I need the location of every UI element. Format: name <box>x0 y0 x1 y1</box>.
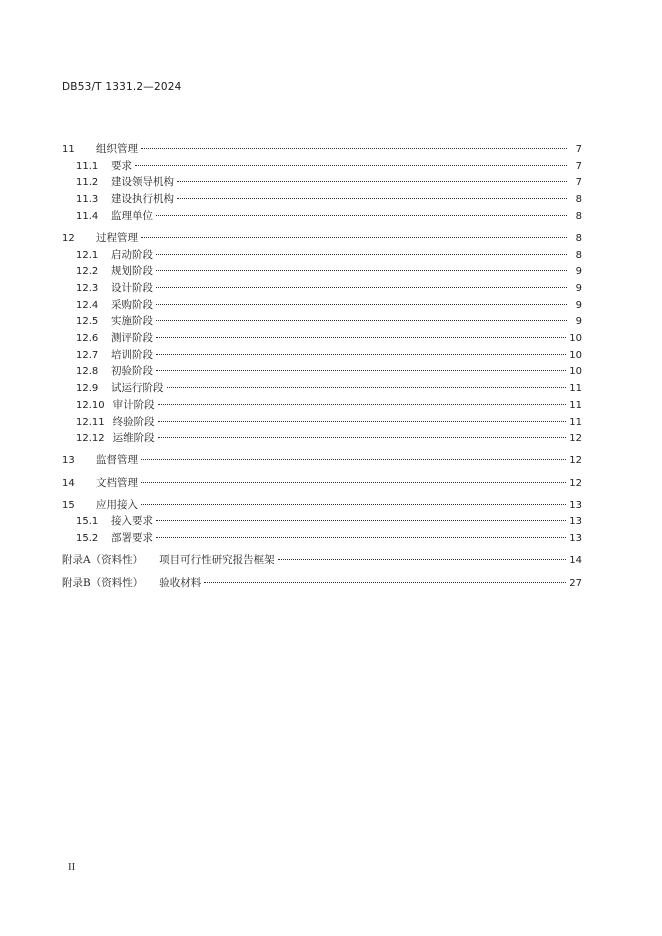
toc-entry-title: 培训阶段 <box>111 348 153 361</box>
toc-entry-page: 12 <box>569 433 582 445</box>
toc-entry-page: 14 <box>569 555 582 567</box>
toc-dot-leader <box>156 215 567 216</box>
toc-entry[interactable] <box>62 397 582 414</box>
toc-entry-title: 启动阶段 <box>111 248 153 261</box>
toc-entry-page: 12 <box>569 455 582 467</box>
toc-entry-title: 接入要求 <box>111 515 153 528</box>
toc-entry-number: 12.8 <box>76 366 99 378</box>
toc-dot-leader <box>156 270 567 271</box>
toc-dot-leader <box>156 320 567 321</box>
toc-entry-title: 实施阶段 <box>111 315 153 328</box>
toc-dot-leader <box>135 165 567 166</box>
toc-entry-page: 9 <box>575 283 582 294</box>
toc-entry-page: 11 <box>569 399 582 411</box>
toc-entry-page: 9 <box>575 299 582 311</box>
toc-dot-leader <box>156 520 566 521</box>
toc-entry-title: 规划阶段 <box>111 265 153 278</box>
toc-entry-title: 初验阶段 <box>111 365 153 378</box>
toc-entry[interactable] <box>62 380 582 397</box>
toc-entry[interactable] <box>62 158 582 175</box>
toc-dot-leader <box>156 287 567 288</box>
toc-dot-leader <box>158 421 567 422</box>
toc-dot-leader <box>141 504 566 505</box>
toc-entry[interactable] <box>62 497 582 514</box>
toc-entry-page: 13 <box>569 499 582 511</box>
document-standard-code: DB53/T 1331.2—2024 <box>62 81 182 93</box>
toc-entry-title: 审计阶段 <box>112 398 155 411</box>
toc-dot-leader <box>141 237 567 238</box>
toc-dot-leader <box>158 404 567 405</box>
toc-entry-number: 11.1 <box>76 160 99 172</box>
toc-entry-title: 运维阶段 <box>112 432 155 445</box>
toc-dot-leader <box>167 387 567 388</box>
toc-entry-title: 建设执行机构 <box>111 193 174 206</box>
toc-dot-leader <box>156 254 567 255</box>
toc-entry-number: 15 <box>62 499 75 511</box>
toc-entry-title: 过程管理 <box>96 231 138 244</box>
toc-entry-number: 11.2 <box>76 177 99 189</box>
toc-entry-number: 11.3 <box>76 194 99 206</box>
toc-dot-leader <box>141 148 567 149</box>
table-of-contents <box>62 141 582 591</box>
toc-entry-title: 组织管理 <box>96 143 138 155</box>
toc-entry-number: 15.2 <box>76 533 99 545</box>
toc-entry-number: 12.4 <box>76 299 99 311</box>
toc-entry-page: 10 <box>569 333 582 345</box>
toc-entry-number: 14 <box>62 477 75 489</box>
toc-entry[interactable] <box>62 247 582 264</box>
toc-entry-page: 8 <box>575 249 582 261</box>
toc-entry-number: 11 <box>62 144 75 155</box>
toc-entry[interactable] <box>62 141 582 158</box>
toc-dot-leader <box>156 370 566 371</box>
toc-entry-title: 验收材料 <box>159 576 202 589</box>
toc-entry-page: 8 <box>575 232 582 244</box>
toc-entry[interactable] <box>62 513 582 530</box>
footer-page-number: II <box>68 861 76 873</box>
toc-entry-number: 11.4 <box>76 210 99 222</box>
toc-dot-leader <box>156 337 566 338</box>
toc-entry-title: 监理单位 <box>111 209 153 222</box>
toc-entry-number: 附录A（资料性） <box>62 554 144 567</box>
toc-entry-number: 12.5 <box>76 316 99 328</box>
toc-entry-title: 项目可行性研究报告框架 <box>159 554 275 567</box>
toc-dot-leader <box>141 459 566 460</box>
toc-dot-leader <box>156 304 567 305</box>
toc-entry-title: 应用接入 <box>96 498 138 511</box>
toc-entry-page: 9 <box>575 266 582 278</box>
toc-appendix-entry[interactable] <box>62 575 582 592</box>
toc-entry-page: 9 <box>575 316 582 328</box>
toc-entry-title: 部署要求 <box>111 532 153 545</box>
toc-entry-number: 12.10 <box>76 399 105 411</box>
toc-entry-page: 8 <box>575 210 582 222</box>
toc-entry-page: 7 <box>575 177 582 189</box>
toc-dot-leader <box>278 559 567 560</box>
toc-entry-page: 13 <box>569 533 582 545</box>
toc-dot-leader <box>177 198 567 199</box>
toc-appendix-entry[interactable] <box>62 552 582 569</box>
toc-entry-page: 7 <box>575 144 582 155</box>
toc-entry-number: 12.7 <box>76 349 99 361</box>
toc-entry[interactable] <box>62 263 582 280</box>
toc-entry-page: 12 <box>569 477 582 489</box>
toc-entry-title: 文档管理 <box>96 476 138 489</box>
toc-entry[interactable] <box>62 475 582 492</box>
toc-entry[interactable] <box>62 313 582 330</box>
toc-entry[interactable] <box>62 530 582 547</box>
toc-entry-page: 11 <box>569 383 582 395</box>
toc-entry-page: 11 <box>569 416 582 428</box>
toc-entry-page: 7 <box>575 160 582 172</box>
toc-entry-title: 试运行阶段 <box>111 382 164 395</box>
toc-entry[interactable] <box>62 430 582 447</box>
toc-entry[interactable] <box>62 330 582 347</box>
toc-entry-title: 采购阶段 <box>111 298 153 311</box>
toc-dot-leader <box>177 181 567 182</box>
toc-entry-number: 12 <box>62 232 75 244</box>
toc-dot-leader <box>156 537 566 538</box>
toc-entry-title: 建设领导机构 <box>111 176 174 189</box>
toc-entry-number: 12.11 <box>76 416 105 428</box>
toc-entry-page: 27 <box>569 577 582 589</box>
toc-entry[interactable] <box>62 297 582 314</box>
toc-entry-title: 终验阶段 <box>112 415 155 428</box>
toc-entry-title: 监督管理 <box>96 454 138 467</box>
toc-entry-page: 8 <box>575 194 582 206</box>
toc-entry-page: 10 <box>569 349 582 361</box>
toc-entry[interactable] <box>62 208 582 225</box>
toc-entry[interactable] <box>62 347 582 364</box>
toc-entry[interactable] <box>62 230 582 247</box>
toc-entry-page: 10 <box>569 366 582 378</box>
toc-entry-title: 设计阶段 <box>111 282 153 294</box>
toc-entry[interactable] <box>62 191 582 208</box>
toc-entry-number: 12.6 <box>76 333 99 345</box>
toc-entry-page: 13 <box>569 516 582 528</box>
toc-entry[interactable] <box>62 174 582 191</box>
toc-entry-number: 13 <box>62 455 75 467</box>
toc-entry[interactable] <box>62 363 582 380</box>
toc-dot-leader <box>156 354 566 355</box>
toc-entry[interactable] <box>62 414 582 431</box>
toc-entry-number: 12.1 <box>76 249 99 261</box>
toc-dot-leader <box>141 482 566 483</box>
toc-entry[interactable] <box>62 280 582 297</box>
toc-dot-leader <box>158 437 567 438</box>
toc-entry-title: 测评阶段 <box>111 332 153 345</box>
toc-entry-number: 15.1 <box>76 516 99 528</box>
toc-entry-title: 要求 <box>111 159 132 172</box>
toc-dot-leader <box>204 582 566 583</box>
toc-entry-number: 12.9 <box>76 383 99 395</box>
toc-entry-number: 12.12 <box>76 433 105 445</box>
toc-entry-number: 12.3 <box>76 283 99 294</box>
toc-entry-number: 12.2 <box>76 266 99 278</box>
toc-entry-number: 附录B（资料性） <box>62 576 144 589</box>
toc-entry[interactable] <box>62 452 582 469</box>
